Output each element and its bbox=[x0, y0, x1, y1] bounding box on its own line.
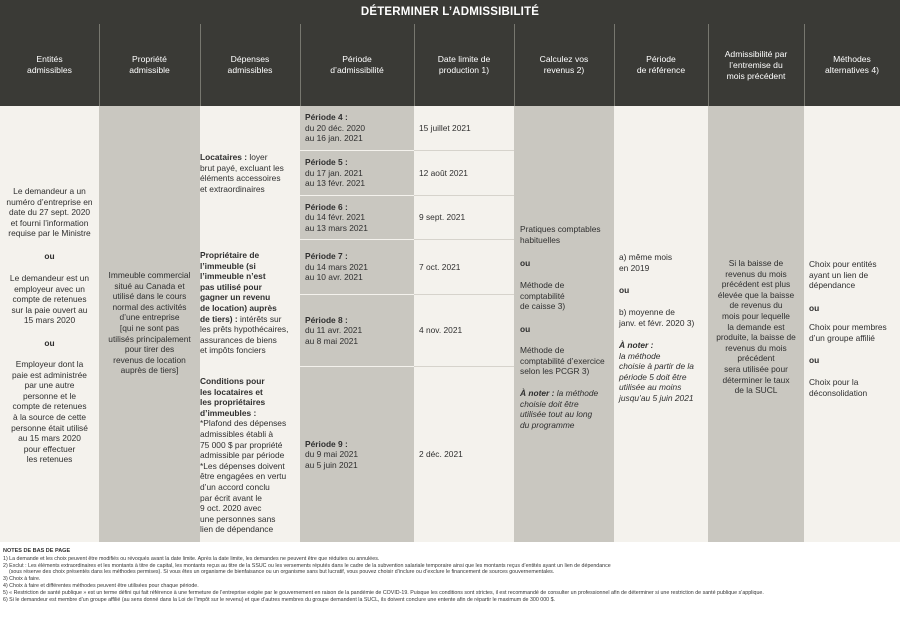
reference-note-text: la méthode choisie à partir de la période 5 doit être utilisée au moins jusqu’au 5 juin 2021 bbox=[619, 350, 694, 403]
header-previous-month: Admissibilité par l’entremise du mois précédent bbox=[724, 48, 788, 81]
revenue-or-2: ou bbox=[520, 324, 531, 334]
period-label: Période 5 : bbox=[305, 157, 348, 168]
header-revenue: Calculez vos revenus 2) bbox=[539, 54, 589, 75]
period-label: Période 8 : bbox=[305, 314, 348, 325]
footnote-6: 6) Si le demandeur est membre d’un groupe affilié (au sens donné dans la Loi de l’impôt sur le revenu) et que d’autres membres du groupe demandent la SUCL, ils doivent conclure une entente afin de répartir le maximum de 300 000 $. bbox=[3, 596, 555, 603]
reference-note-label: À noter : bbox=[619, 340, 654, 350]
alternative-related-entities: Choix pour entités ayant un lien de dépendance bbox=[809, 259, 877, 291]
period-range: du 14 févr. 2021 au 13 mars 2021 bbox=[305, 212, 368, 233]
period-range: du 14 mars 2021 au 10 avr. 2021 bbox=[305, 261, 368, 283]
revenue-note bbox=[520, 388, 612, 430]
deadline-cell bbox=[414, 240, 514, 295]
deadline-cell bbox=[414, 106, 514, 151]
period-label: Période 6 : bbox=[305, 201, 348, 212]
deadline-date: 12 août 2021 bbox=[419, 167, 468, 178]
footnotes bbox=[3, 548, 897, 603]
revenue-accrual-method: Méthode de comptabilité d’exercice selon les PCGR 3) bbox=[520, 345, 605, 377]
header-expenses: Dépenses admissibles bbox=[227, 54, 273, 75]
header-property: Propriété admissible bbox=[129, 54, 170, 75]
entity-or-2: ou bbox=[44, 338, 55, 348]
header-period: Période d’admissibilité bbox=[330, 54, 384, 75]
deadline-date: 2 déc. 2021 bbox=[419, 449, 463, 460]
entity-payroll-administered: Employeur dont la paie est administrée par une autre personne et le compte de retenues à la source de cette personne était utilisé au 15 mars 2020 pour effectuer les retenues bbox=[11, 359, 88, 465]
expenses-conditions-text: *Plafond des dépenses admissibles établi à 75 000 $ par propriété admissible par période *Les dépenses doivent être engagées en vertu d’un accord conclu par écrit avant le 9 oct. 2020 avec une personnes sans lien de dépendance bbox=[200, 418, 287, 535]
footnotes-title: NOTES DE BAS DE PAGE bbox=[3, 548, 71, 554]
divider bbox=[414, 24, 415, 106]
divider bbox=[300, 24, 301, 106]
table-title: DÉTERMINER L’ADMISSIBILITÉ bbox=[0, 0, 900, 24]
alternative-deconsolidation: Choix pour la déconsolidation bbox=[809, 377, 868, 398]
period-range: du 20 déc. 2020 au 16 jan. 2021 bbox=[305, 122, 366, 144]
expenses-conditions bbox=[200, 376, 300, 535]
alternative-or-1: ou bbox=[809, 303, 820, 313]
revenue-note-text: la méthode choisie doit être utilisée tout au long du programme bbox=[520, 388, 599, 430]
reference-same-month: a) même mois en 2019 bbox=[619, 252, 673, 273]
reference-average: b) moyenne de janv. et févr. 2020 3) bbox=[619, 307, 695, 328]
expenses-tenants bbox=[200, 152, 300, 194]
reference-or: ou bbox=[619, 285, 630, 295]
deadline-cell bbox=[414, 367, 514, 542]
entity-business-number: Le demandeur a un numéro d’entreprise en date du 27 sept. 2020 et fourni l’information requise par le Ministre bbox=[6, 186, 93, 239]
deadline-cell bbox=[414, 151, 514, 196]
divider bbox=[804, 24, 805, 106]
footnote-5: 5) « Restriction de santé publique » est un terme défini qui fait référence à une fermeture de l’entreprise exigée par le gouvernement en raison de la pandémie de COVID-19. Puisque les conditions sont strictes, il est recommandé de consulter un professionnel afin de déterminer si une restriction de santé publique s’applique. bbox=[3, 589, 764, 596]
deadline-cell bbox=[414, 295, 514, 367]
expenses-owner bbox=[200, 250, 300, 356]
property-description: Immeuble commercial situé au Canada et utilisé dans le cours normal des activités d’une entreprise [qui ne sont pas utilisés principalement pour tirer des revenus de location auprès de tiers] bbox=[108, 270, 191, 376]
expenses-owner-label: Propriétaire de l’immeuble (si l’immeuble n’est pas utilisé pour gagner un revenu de location) auprès de tiers) : bbox=[200, 250, 277, 324]
revenue-cash-method: Méthode de comptabilité de caisse 3) bbox=[520, 280, 566, 312]
period-cell bbox=[300, 196, 414, 240]
period-range: du 11 avr. 2021 au 8 mai 2021 bbox=[305, 325, 363, 346]
footnote-4: 4) Choix à faire et différentes méthodes peuvent être utilisées pour chaque période. bbox=[3, 582, 199, 589]
deadline-date: 4 nov. 2021 bbox=[419, 325, 463, 336]
alternative-or-2: ou bbox=[809, 355, 820, 365]
period-cell bbox=[300, 151, 414, 196]
expenses-tenants-text: loyer brut payé, excluant les éléments accessoires et extraordinaires bbox=[200, 152, 284, 194]
divider bbox=[614, 24, 615, 106]
period-cell bbox=[300, 367, 414, 542]
footnote-2: 2) Exclut : Les éléments extraordinaires et les montants à titre de capital, les montants reçus au titre de la SSUC ou les versements réputés dans le cadre de la subvention salariale temporaire ainsi que les montants reçus d’entités ayant un lien de dépendance bbox=[3, 562, 611, 569]
divider bbox=[99, 24, 100, 106]
period-label: Période 7 : bbox=[305, 251, 348, 262]
period-cell bbox=[300, 295, 414, 367]
reference-note bbox=[619, 340, 707, 404]
period-range: du 9 mai 2021 au 5 juin 2021 bbox=[305, 449, 359, 470]
expenses-conditions-label: Conditions pour les locataires et les propriétaires d’immeubles : bbox=[200, 376, 266, 418]
deadline-date: 15 juillet 2021 bbox=[419, 122, 471, 133]
revenue-usual-practices: Pratiques comptables habituelles bbox=[520, 224, 601, 245]
revenue-or-1: ou bbox=[520, 258, 531, 268]
revenue-note-label: À noter : bbox=[520, 388, 555, 398]
header-deadline: Date limite de production 1) bbox=[437, 54, 491, 75]
header-reference: Période de référence bbox=[636, 54, 686, 75]
period-label: Période 9 : bbox=[305, 438, 348, 449]
entity-or-1: ou bbox=[44, 251, 55, 261]
period-cell bbox=[300, 240, 414, 295]
deadline-date: 7 oct. 2021 bbox=[419, 261, 461, 272]
footnote-2-continued: (sous réserve des choix présentés dans les méthodes permises). Si vous êtes un organisme de bienfaisance ou un organisme sans but lucratif, vous pouvez choisir d’inclure ou d’exclure le financement de sources gouvernementales. bbox=[9, 569, 555, 576]
period-range: du 17 jan. 2021 au 13 févr. 2021 bbox=[305, 167, 366, 189]
entity-payroll-account: Le demandeur est un employeur avec un compte de retenues sur la paie ouvert au 15 mars 2020 bbox=[9, 273, 90, 326]
divider bbox=[200, 24, 201, 106]
footnote-3: 3) Choix à faire. bbox=[3, 576, 41, 583]
divider bbox=[514, 24, 515, 106]
expenses-tenants-label: Locataires : bbox=[200, 152, 248, 162]
header-row bbox=[0, 24, 900, 106]
previous-month-description: Si la baisse de revenus du mois précédent est plus élevée que la baisse de revenus du mois pour lequelle la demande est produite, la baisse de revenus du mois précédent sera utilisée pour déterminer le taux de la SUCL bbox=[716, 258, 796, 396]
period-label: Période 4 : bbox=[305, 112, 348, 123]
header-alternatives: Méthodes alternatives 4) bbox=[825, 54, 879, 75]
deadline-cell bbox=[414, 196, 514, 240]
period-cell bbox=[300, 106, 414, 151]
divider bbox=[708, 24, 709, 106]
header-entities: Entités admissibles bbox=[27, 54, 72, 75]
expenses-owner-text: intérêts sur les prêts hypothécaires, assurances de biens et impôts fonciers bbox=[200, 313, 289, 356]
alternative-affiliated-group: Choix pour membres d’un groupe affilié bbox=[809, 322, 887, 343]
deadline-date: 9 sept. 2021 bbox=[419, 212, 466, 223]
footnote-1: 1) La demande et les choix peuvent être modifiés ou révoqués avant la date limite. Après la date limite, les demandes ne peuvent être que réduites ou annulées. bbox=[3, 555, 380, 562]
